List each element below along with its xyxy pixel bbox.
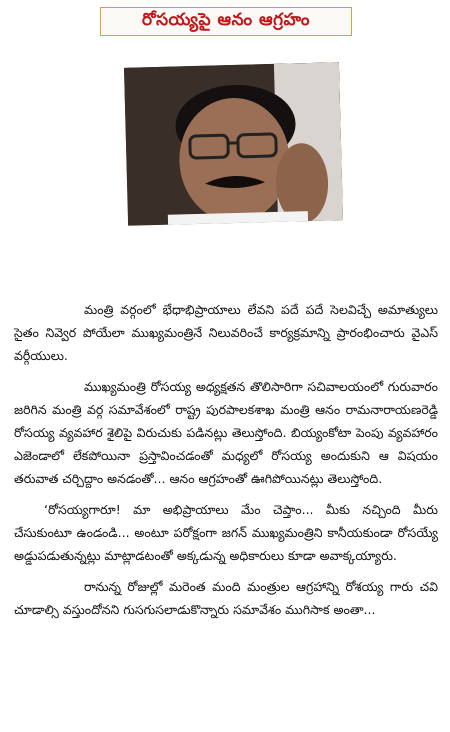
portrait-photo xyxy=(124,62,343,226)
headline-box xyxy=(100,7,352,36)
article-paragraph: ‘రోసయ్యగారూ! మా అభిప్రాయాలు మేం చెప్తాం... మీకు నచ్చింది మీరు చేసుకుంటూ ఉండండి... అంటూ పరోక్షంగా జగన్ ముఖ్యమంత్రిని కానీయకుండా రోసయ్యే అడ్డుపడుతున్నట్లు మాట్లాడటంతో అక్కడున్న అధికారులు కూడా అవాక్కయ్యారు. xyxy=(14,502,438,563)
portrait-illustration xyxy=(124,62,343,226)
photo-frame xyxy=(84,40,366,278)
article-paragraph: రానున్న రోజుల్లో మరెంత మంది మంత్రుల ఆగ్రహాన్ని రోశయ్య గారు చవి చూడాల్సి వస్తుందోనని గుసగుసలాడుకొన్నారు సమావేశం ముగిసాక అంతా... xyxy=(14,579,438,617)
article-body xyxy=(14,298,438,629)
article-paragraph: ముఖ్యమంత్రి రోసయ్య అధ్యక్షతన తొలిసారిగా సచివాలయంలో గురువారం జరిగిన మంత్రి వర్గ సమావేశంలో రాష్ట్ర పురపాలకశాఖ మంత్రి ఆనం రామనారాయణరెడ్డి రోసయ్య వ్యవహార శైలిపై విరుచుకు పడినట్లు తెలుస్తోంది. బియ్యంకోటా పెంపు వ్యవహారం ఎజెండాలో లేకపోయినా ప్రస్తావించడంతో మధ్యలో రోసయ్య అందుకుని ఆ విషయం తరువాత చర్చిద్దాం అనడంతో... ఆనం ఆగ్రహంతో ఊగిపోయినట్లు తెలుస్తోంది. xyxy=(14,379,438,486)
headline: రోసయ్యపై ఆనం ఆగ్రహం xyxy=(141,9,311,30)
article-paragraph: మంత్రి వర్గంలో భేధాభిప్రాయాలు లేవని పదే పదే సెలవిచ్చే అమాత్యులు సైతం నివ్వెర పోయేలా ముఖ్యమంత్రినే నిలువరించే కార్యక్రమాన్ని ప్రారంభించారు వైఎస్ వర్గీయులు. xyxy=(14,302,438,363)
